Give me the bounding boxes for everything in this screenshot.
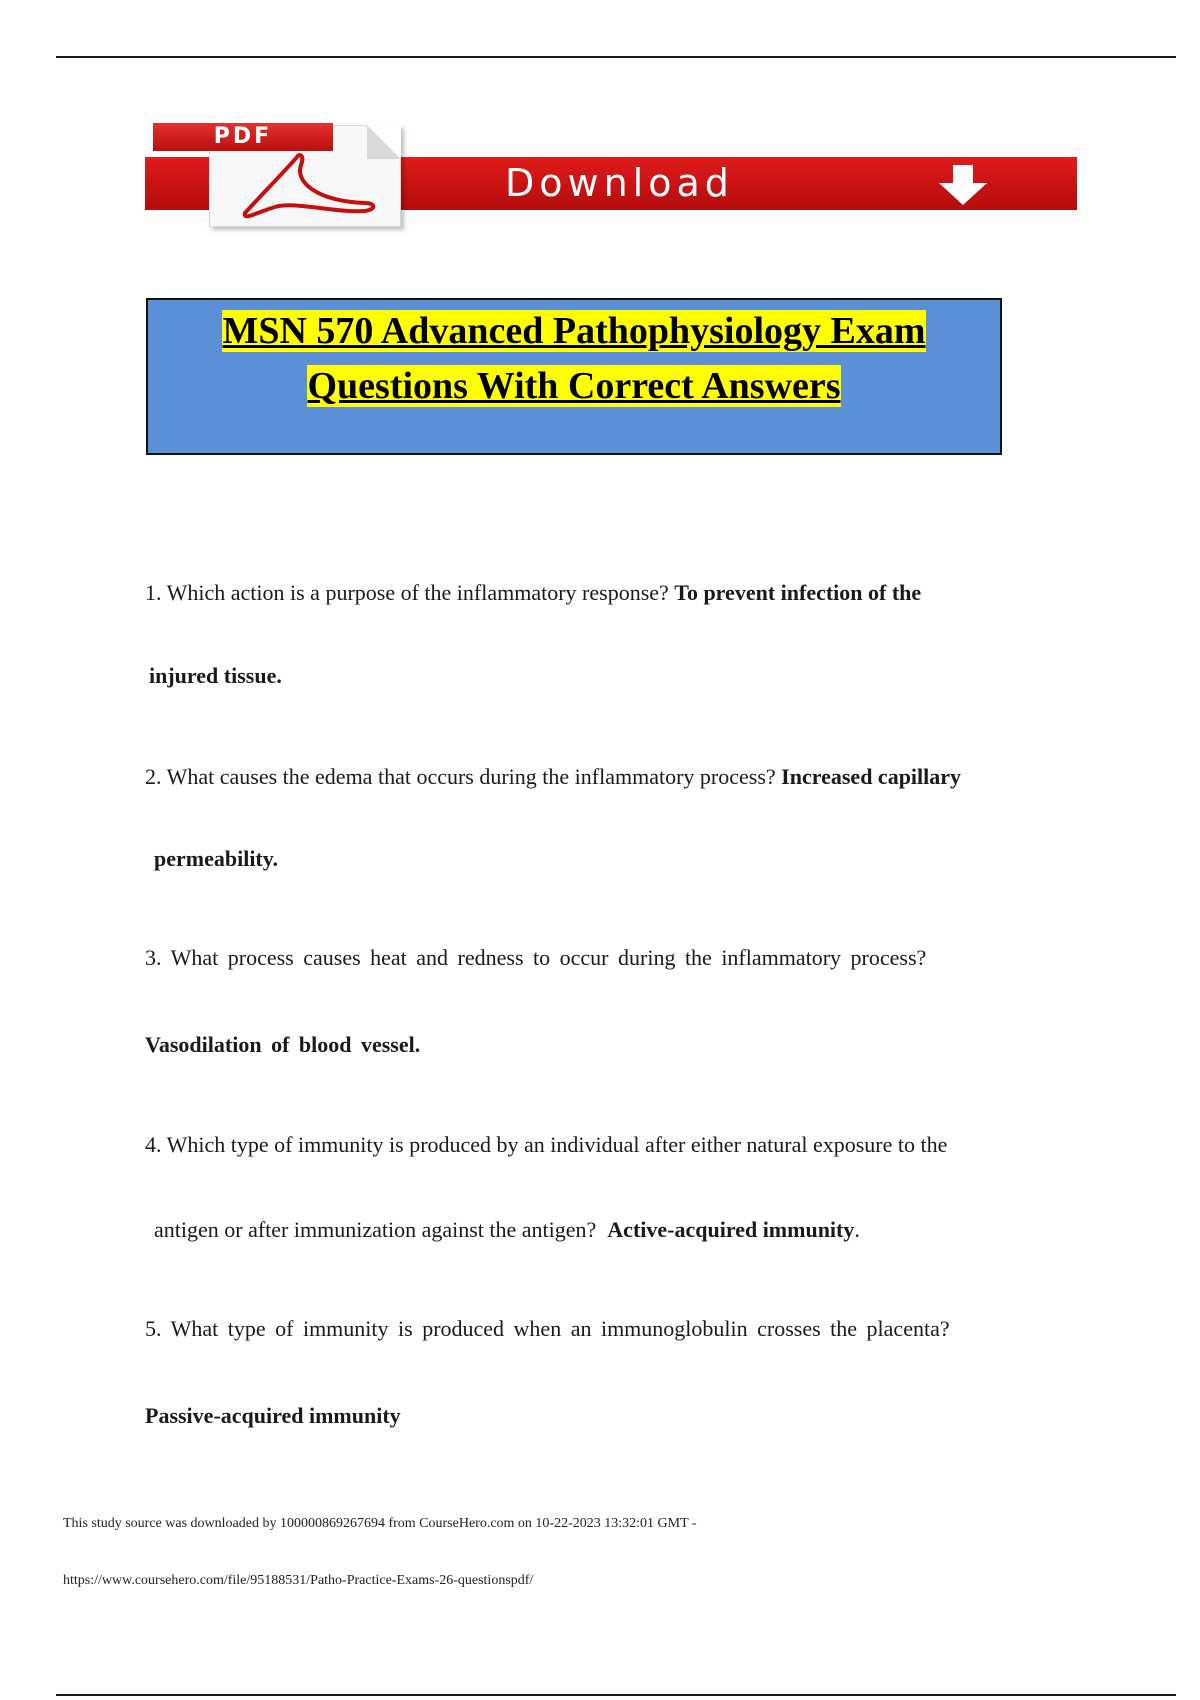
answer-2-part-2: permeability.: [154, 846, 279, 871]
question-5-line: 5. What type of immunity is produced when an immunoglobulin crosses the placenta?: [145, 1316, 950, 1341]
title-line-1: MSN 570 Advanced Pathophysiology Exam: [222, 310, 926, 352]
top-rule: [56, 56, 1176, 58]
question-5-text: What type of immunity is produced when an immunoglobulin crosses the placenta?: [170, 1316, 950, 1341]
pdf-tag: PDF: [153, 123, 333, 151]
title-box: [146, 298, 1002, 455]
question-2-text: What causes the edema that occurs during the inflammatory process?: [166, 764, 776, 789]
question-4-text: Which type of immunity is produced by an individual after either natural exposure to the: [166, 1132, 948, 1157]
question-3-text: What process causes heat and redness to occur during the inflammatory process?: [170, 945, 927, 970]
title-line-2: Questions With Correct Answers: [307, 365, 841, 407]
question-1-text: Which action is a purpose of the inflammatory response?: [166, 580, 669, 605]
bottom-rule: [56, 1694, 1176, 1696]
document-title: [148, 304, 1000, 414]
answer-3: Vasodilation of blood vessel.: [145, 1032, 421, 1057]
answer-5: Passive-acquired immunity: [145, 1403, 401, 1428]
question-4-continuation: antigen or after immunization against the antigen?: [154, 1217, 597, 1242]
question-4-line: 4. Which type of immunity is produced by an individual after either natural exposure to the: [145, 1132, 948, 1157]
footer-url[interactable]: https://www.coursehero.com/file/95188531/Patho-Practice-Exams-26-questionspdf/: [63, 1573, 534, 1588]
question-2-line: 2. What causes the edema that occurs during the inflammatory process? Increased capillary: [145, 764, 962, 789]
pdf-download-banner[interactable]: [145, 115, 1077, 225]
download-label: Download: [505, 161, 734, 205]
answer-4: Active-acquired immunity: [607, 1217, 855, 1242]
answer-1-part-2: injured tissue.: [149, 663, 282, 688]
down-arrow-icon: [935, 163, 991, 207]
question-4-line-2: antigen or after immunization against the antigen? Active-acquired immunity.: [154, 1217, 860, 1242]
question-1-line: 1. Which action is a purpose of the inflammatory response? To prevent infection of the: [145, 580, 922, 605]
acrobat-logo-icon: [225, 151, 385, 221]
answer-1-part-1: To prevent infection of the: [674, 580, 922, 605]
footer-source-line: This study source was downloaded by 100000869267694 from CourseHero.com on 10-22-2023 13:32:01 GMT -: [63, 1516, 697, 1531]
question-3-line: 3. What process causes heat and redness to occur during the inflammatory process?: [145, 945, 927, 970]
answer-2-part-1: Increased capillary: [781, 764, 962, 789]
